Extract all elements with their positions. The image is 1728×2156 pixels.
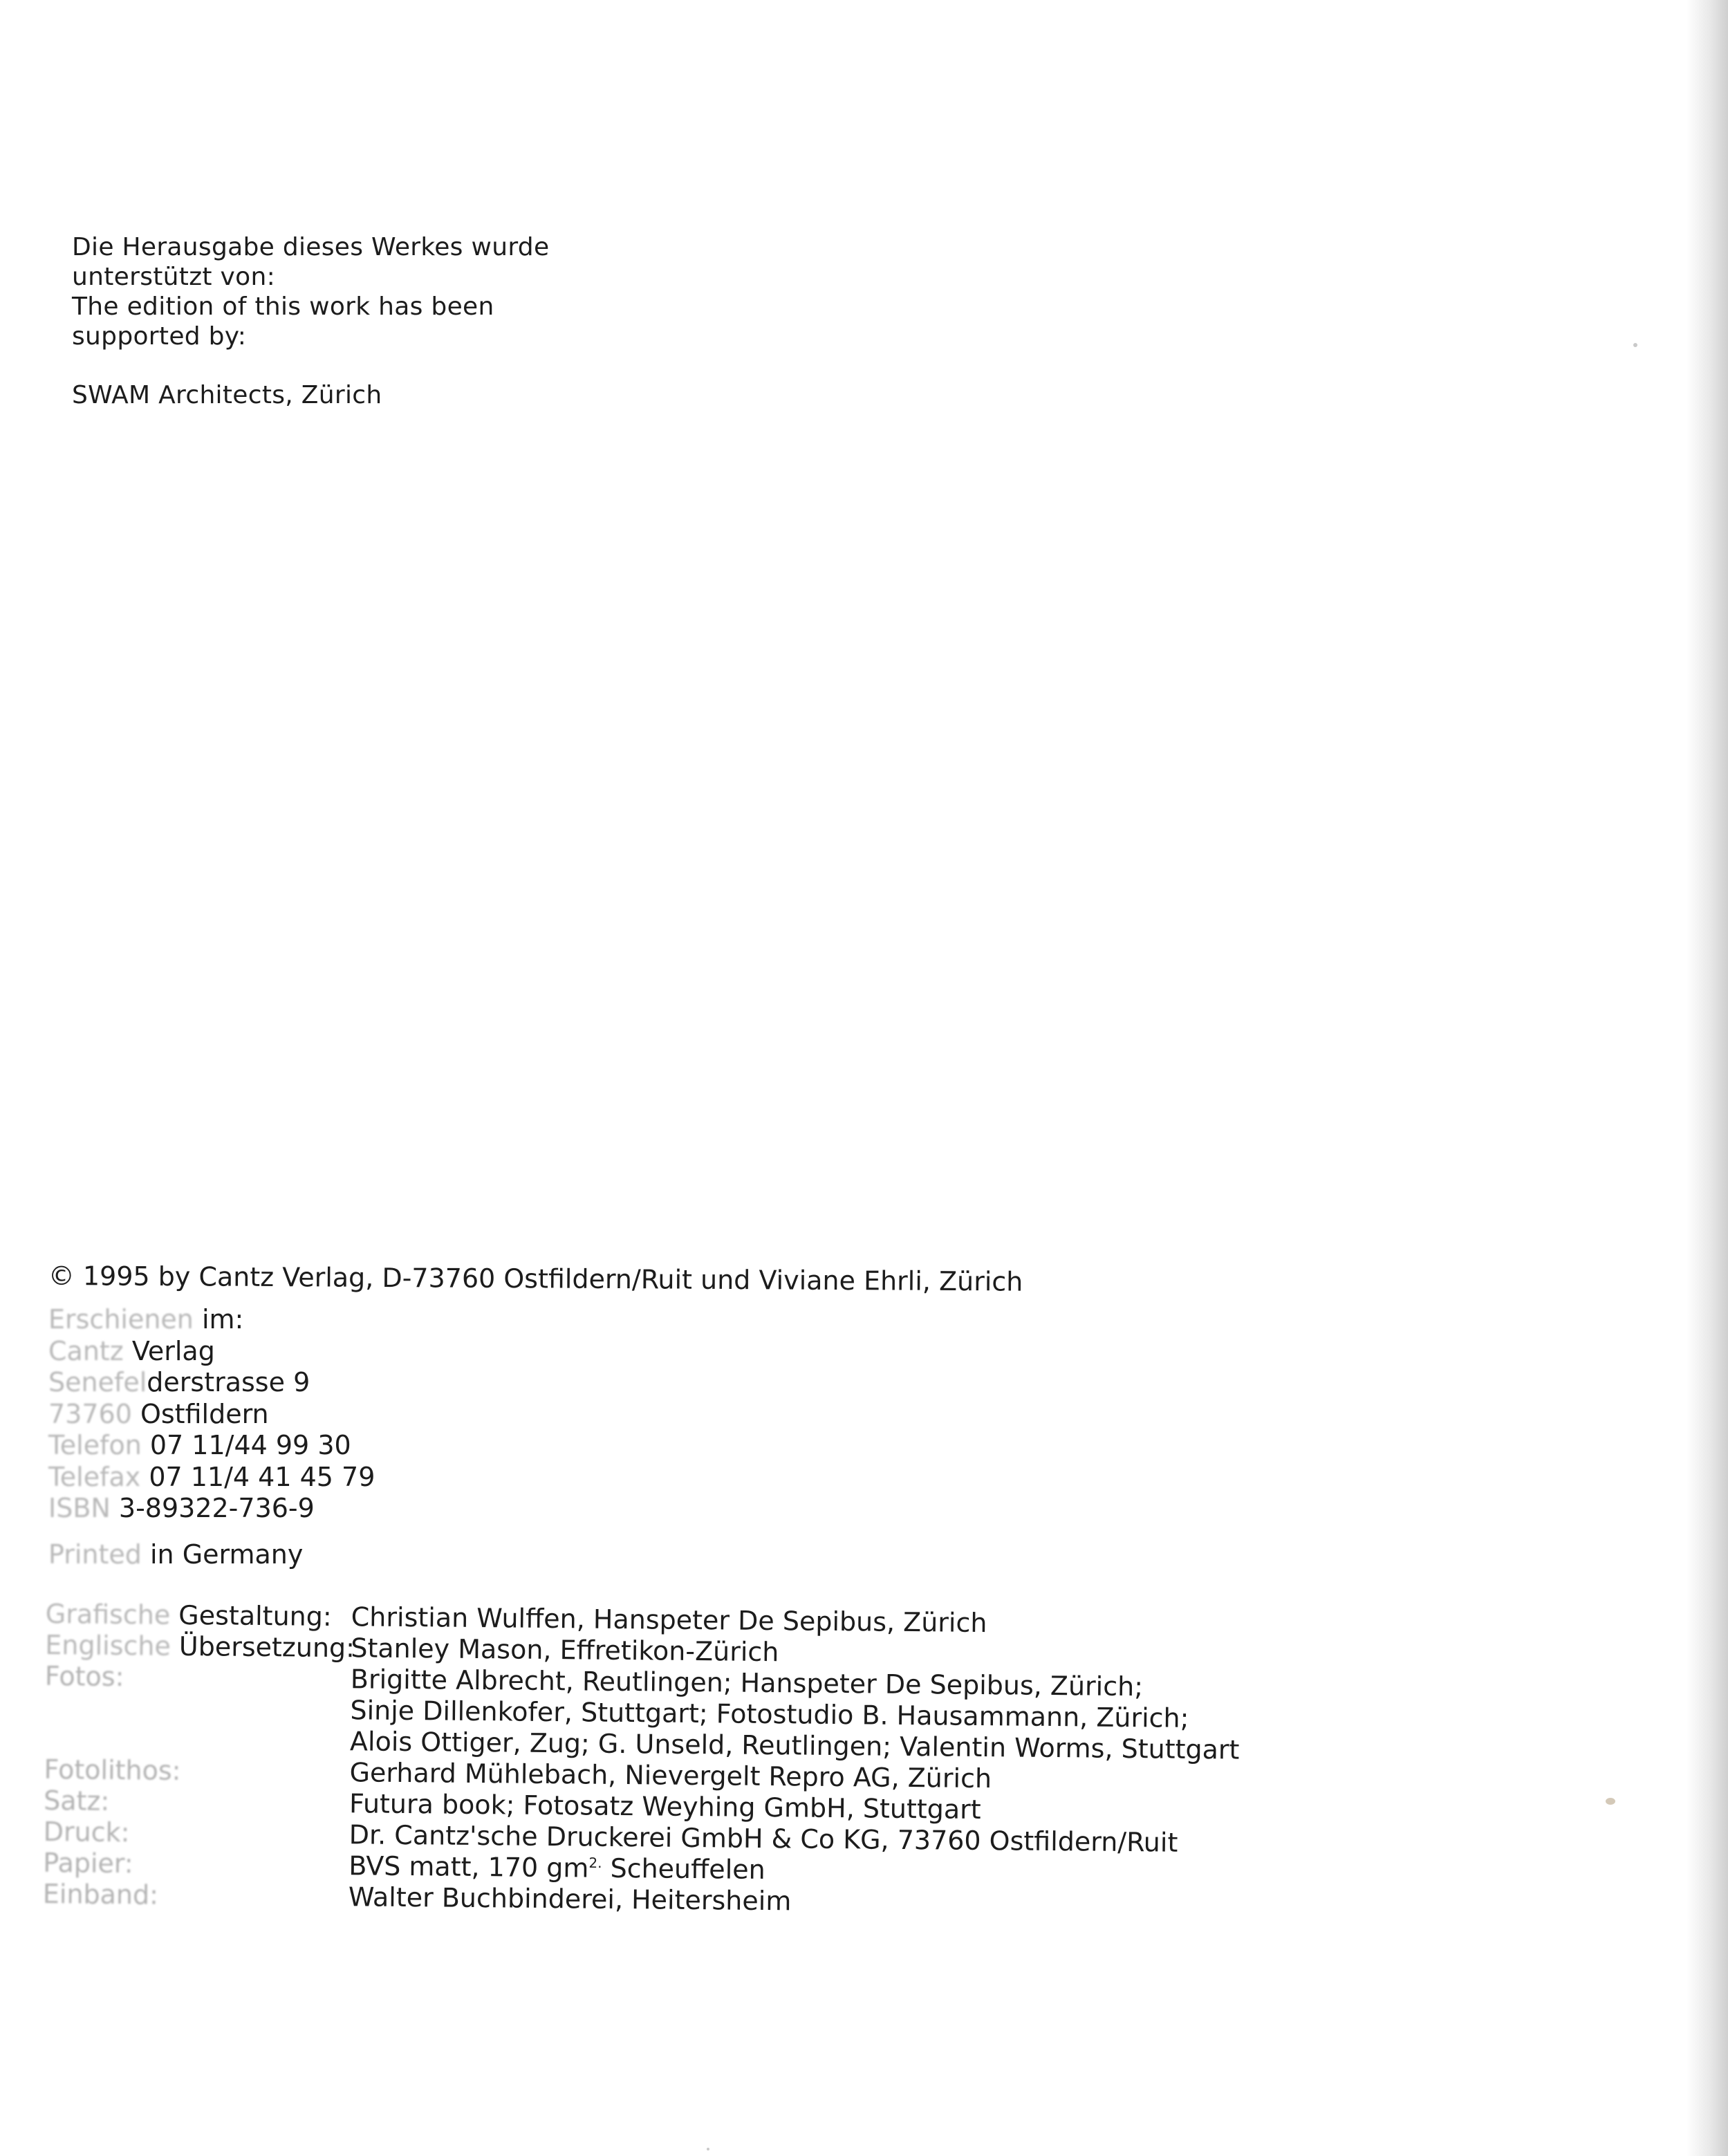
support-gap	[72, 351, 549, 380]
imprint-fax	[48, 1462, 375, 1494]
credit-row-photos	[44, 1660, 1240, 1765]
credit-value-paper	[349, 1850, 765, 1886]
imprint-isbn-label: ISBN	[48, 1493, 111, 1523]
credit-label-design-rest: Gestaltung:	[170, 1599, 332, 1632]
credit-label-paper: Papier:	[43, 1847, 133, 1879]
support-line-de-1: Die Herausgabe dieses Werkes wurde	[72, 233, 550, 261]
imprint-phone-label: Telefon	[48, 1430, 142, 1460]
imprint-fax-label: Telefax	[48, 1461, 141, 1492]
imprint-postcode: 73760	[48, 1398, 132, 1429]
credit-value-line: Walter Buchbinderei, Heitersheim	[348, 1881, 792, 1917]
printed-in	[48, 1539, 303, 1570]
page-edge-shadow	[1687, 0, 1728, 2156]
support-line-de-2: unterstützt von:	[72, 263, 276, 291]
printed-country: in Germany	[141, 1539, 304, 1570]
paper-superscript: 2.	[588, 1854, 602, 1872]
sponsor-name: SWAM Architects, Zürich	[72, 381, 382, 409]
imprint-published	[48, 1304, 375, 1336]
imprint-street	[48, 1367, 375, 1399]
credit-value-translation	[351, 1633, 779, 1668]
credit-value-photos	[350, 1664, 1241, 1765]
support-notice	[72, 232, 549, 410]
paper-speck	[1606, 1798, 1615, 1805]
credit-value-line: Christian Wulffen, Hanspeter De Sepibus, Zürich	[351, 1601, 987, 1639]
credit-value-line: Sinje Dillenkofer, Stuttgart; Fotostudio B. Hausammann, Zürich;	[350, 1695, 1189, 1734]
imprint-street-faded: Senefel	[48, 1367, 147, 1397]
credit-label-binding: Einband:	[42, 1878, 159, 1911]
imprint-phone-number: 07 11/44 99 30	[141, 1430, 351, 1460]
paper-speck	[1633, 343, 1637, 347]
credit-label-photos: Fotos:	[44, 1660, 124, 1693]
imprint-isbn	[48, 1493, 375, 1525]
imprint-publisher	[48, 1336, 375, 1368]
credit-value-line: Alois Ottiger, Zug; G. Unseld, Reutlingen; Valentin Worms, Stuttgart	[349, 1726, 1240, 1765]
credit-label-lithos: Fotolithos:	[44, 1754, 181, 1786]
credits-list	[42, 1599, 1240, 1921]
credit-value-line: Dr. Cantz'sche Druckerei GmbH & Co KG, 73760 Ostfildern/Ruit	[349, 1819, 1178, 1858]
imprint-phone	[48, 1430, 375, 1462]
credit-value-binding	[349, 1881, 792, 1917]
credit-label-translation	[45, 1629, 355, 1664]
credit-label-printing: Druck:	[43, 1816, 130, 1848]
credit-value-line: Gerhard Mühlebach, Nievergelt Repro AG, Zürich	[349, 1757, 992, 1794]
imprint-published-label: Erschienen	[48, 1304, 194, 1335]
copyright-line: © 1995 by Cantz Verlag, D-73760 Ostfildern/Ruit und Viviane Ehrli, Zürich	[48, 1261, 1023, 1297]
credit-value-line: Brigitte Albrecht, Reutlingen; Hanspeter De Sepibus, Zürich;	[350, 1664, 1144, 1702]
credit-value-line: Futura book; Fotosatz Weyhing GmbH, Stuttgart	[349, 1788, 981, 1825]
imprint-isbn-number: 3-89322-736-9	[110, 1493, 315, 1523]
imprint-publisher-rest: Verlag	[123, 1335, 215, 1366]
credit-label-translation-faded: Englische	[45, 1629, 171, 1662]
paper-maker: Scheuffelen	[602, 1852, 765, 1886]
credit-label-translation-rest: Übersetzung:	[170, 1630, 355, 1664]
paper-spec: BVS matt, 170 gm	[349, 1850, 589, 1884]
imprint-street-rest: derstrasse 9	[147, 1367, 310, 1397]
support-line-en-1: The edition of this work has been	[72, 292, 494, 321]
credit-label-design	[46, 1599, 351, 1633]
printed-faded: Printed	[48, 1539, 142, 1570]
credit-value-line	[349, 1850, 765, 1886]
paper-speck	[707, 2148, 709, 2150]
credit-label-design-faded: Grafische	[45, 1599, 171, 1630]
imprint-published-rest: im:	[193, 1304, 244, 1335]
imprint-city	[48, 1399, 375, 1431]
imprint-fax-number: 07 11/4 41 45 79	[140, 1461, 375, 1492]
credit-value-line: Stanley Mason, Effretikon-Zürich	[351, 1633, 779, 1668]
imprint	[48, 1304, 375, 1525]
credit-label-typesetting: Satz:	[43, 1785, 110, 1816]
imprint-city-name: Ostfildern	[131, 1398, 269, 1429]
support-line-en-2: supported by:	[72, 322, 247, 351]
imprint-publisher-faded: Cantz	[48, 1335, 124, 1366]
